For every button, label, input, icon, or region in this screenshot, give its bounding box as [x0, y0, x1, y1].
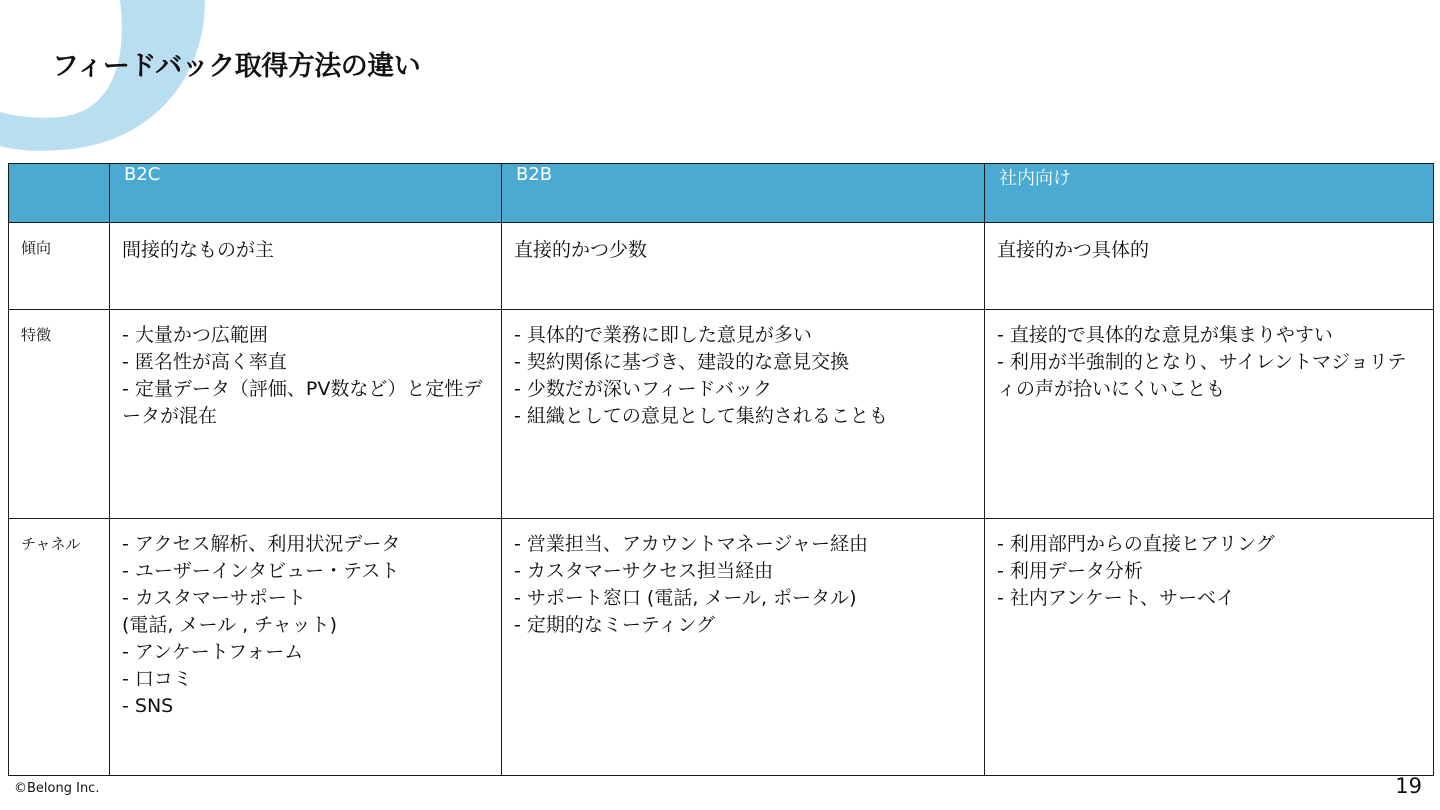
table-header-row: [9, 164, 1434, 223]
cell-line: (電話, メール , チャット): [122, 614, 338, 636]
cell-line: - SNS: [122, 695, 174, 717]
cell-b2c-tendency: [110, 223, 502, 310]
cell-line: - 匿名性が高く率直: [122, 351, 287, 373]
cell-internal-tendency: [985, 223, 1434, 310]
copyright-text: ©Belong Inc.: [14, 781, 100, 796]
cell-line: - 利用データ分析: [997, 560, 1143, 582]
cell-line: - カスタマーサクセス担当経由: [514, 560, 774, 582]
cell-line: - 定期的なミーティング: [514, 614, 715, 636]
cell-line: - 利用が半強制的となり、サイレントマジョリティの声が拾いにくいことも: [997, 351, 1407, 400]
table-row-tendency: [9, 223, 1434, 310]
cell-line: 直接的かつ具体的: [997, 239, 1150, 261]
cell-line: 直接的かつ少数: [514, 239, 648, 261]
table-row-channels: [9, 519, 1434, 776]
table-row-features: [9, 310, 1434, 519]
cell-b2c-features: [110, 310, 502, 519]
cell-b2b-channels: [502, 519, 985, 776]
header-internal: 社内向け: [985, 164, 1434, 223]
cell-b2c-channels: [110, 519, 502, 776]
cell-line: - 契約関係に基づき、建設的な意見交換: [514, 351, 850, 373]
header-b2c: B2C: [110, 164, 502, 223]
cell-line: - 営業担当、アカウントマネージャー経由: [514, 533, 868, 555]
header-corner-cell: [9, 164, 110, 223]
cell-line: - 直接的で具体的な意見が集まりやすい: [997, 324, 1333, 346]
cell-internal-features: [985, 310, 1434, 519]
cell-line: - サポート窓口 (電話, メール, ポータル): [514, 587, 857, 609]
page-number: 19: [1395, 774, 1422, 798]
cell-b2b-features: [502, 310, 985, 519]
cell-line: 間接的なものが主: [122, 239, 275, 261]
cell-line: - 具体的で業務に即した意見が多い: [514, 324, 812, 346]
header-b2b: B2B: [502, 164, 985, 223]
comparison-table: [8, 163, 1434, 776]
cell-line: - 定量データ（評価、PV数など）と定性データが混在: [122, 378, 483, 427]
cell-line: - 少数だが深いフィードバック: [514, 378, 772, 400]
cell-line: - 社内アンケート、サーベイ: [997, 587, 1236, 609]
cell-internal-channels: [985, 519, 1434, 776]
cell-line: - アクセス解析、利用状況データ: [122, 533, 401, 555]
cell-line: - カスタマーサポート: [122, 587, 306, 609]
row-label-channels: チャネル: [9, 519, 110, 776]
cell-line: - 利用部門からの直接ヒアリング: [997, 533, 1275, 555]
row-label-features: 特徴: [9, 310, 110, 519]
cell-line: - 組織としての意見として集約されることも: [514, 405, 888, 427]
cell-line: - アンケートフォーム: [122, 641, 304, 663]
cell-line: - 口コミ: [122, 668, 192, 690]
slide-title: フィードバック取得方法の違い: [52, 51, 421, 82]
row-label-tendency: 傾向: [9, 223, 110, 310]
cell-b2b-tendency: [502, 223, 985, 310]
cell-line: - ユーザーインタビュー・テスト: [122, 560, 400, 582]
cell-line: - 大量かつ広範囲: [122, 324, 268, 346]
